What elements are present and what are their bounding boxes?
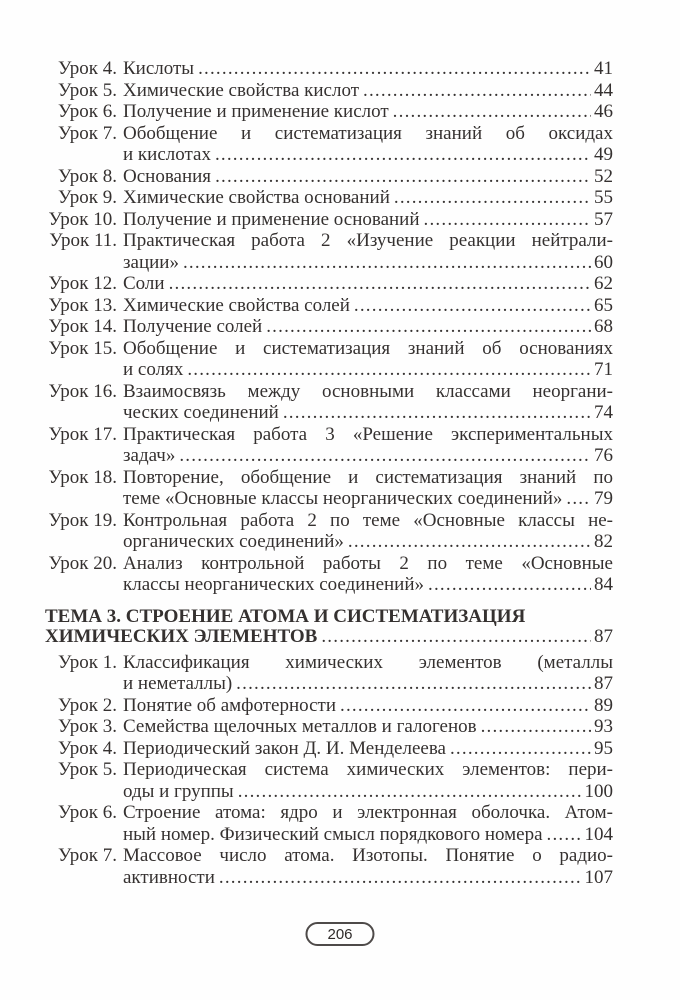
theme-heading — [45, 607, 613, 647]
entry-lastline — [123, 716, 613, 738]
lesson-label: Урок 5. — [57, 79, 117, 101]
entry-line-text: Химические свойства оснований — [123, 187, 390, 208]
page-number-badge — [305, 922, 374, 946]
toc-entry — [45, 123, 613, 166]
entry-line-text: Получение и применение оснований — [123, 208, 420, 230]
lesson-label: Урок 9. — [57, 187, 117, 208]
lesson-label: Урок 7. — [57, 122, 117, 144]
page-ref: 68 — [594, 316, 613, 337]
toc-entry — [45, 510, 613, 553]
dot-leader — [238, 781, 582, 803]
entry-lastline — [123, 316, 613, 338]
page-ref: 57 — [594, 208, 613, 230]
dot-leader — [428, 574, 591, 596]
page-ref: 87 — [594, 625, 613, 647]
toc-entry — [45, 424, 613, 467]
lesson-label: Урок 20. — [48, 552, 117, 574]
toc-entry — [45, 695, 613, 717]
toc-section-1 — [45, 58, 613, 596]
toc-entry — [45, 187, 613, 209]
lesson-label: Урок 8. — [57, 165, 117, 187]
page-ref: 71 — [594, 359, 613, 380]
entry-lastline — [123, 209, 613, 231]
dot-leader — [283, 402, 591, 424]
entry-line: Периодическая система химических элементов: пери- — [123, 759, 613, 780]
page-ref: 89 — [594, 694, 613, 716]
entry-line: Обобщение и систематизация знаний об основаниях — [123, 337, 613, 359]
lesson-label: Урок 16. — [48, 380, 117, 402]
entry-lastline — [123, 295, 613, 317]
dot-leader — [236, 673, 591, 695]
entry-line: Практическая работа 2 «Изучение реакции нейтрали- — [123, 230, 613, 251]
entry-lastline — [123, 252, 613, 274]
entry-lastline — [123, 144, 613, 166]
page-ref: 95 — [594, 737, 613, 759]
page-ref: 44 — [594, 79, 613, 101]
toc-entry — [45, 845, 613, 888]
page-ref: 82 — [594, 531, 613, 552]
entry-line: Практическая работа 3 «Решение экспериментальных — [123, 423, 613, 445]
dot-leader — [481, 716, 591, 738]
toc-entry — [45, 802, 613, 845]
entry-lastline — [123, 187, 613, 209]
entry-line: Контрольная работа 2 по теме «Основные классы не- — [123, 509, 613, 531]
entry-lastline — [123, 824, 613, 846]
toc — [45, 58, 613, 888]
lesson-label: Урок 3. — [57, 716, 117, 737]
page-ref: 41 — [594, 58, 613, 79]
toc-entry — [45, 80, 613, 102]
entry-line-text: и солях — [123, 359, 184, 380]
dot-leader — [566, 488, 591, 510]
entry-line-text: органических соединений» — [123, 531, 344, 552]
page-number: 206 — [327, 925, 353, 943]
dot-leader — [266, 316, 591, 338]
dot-leader — [321, 627, 591, 647]
page-ref: 62 — [594, 273, 613, 294]
entry-line: Взаимосвязь между основными классами неоргани- — [123, 380, 613, 402]
page-ref: 76 — [594, 445, 613, 466]
dot-leader — [363, 80, 591, 102]
page-ref: 55 — [594, 187, 613, 208]
dot-leader — [394, 187, 591, 209]
entry-line-text: Понятие об амфотерности — [123, 694, 336, 716]
toc-entry — [45, 467, 613, 510]
entry-lastline — [123, 80, 613, 102]
dot-leader — [198, 58, 591, 80]
lesson-label: Урок 11. — [49, 230, 117, 251]
dot-leader — [450, 738, 591, 760]
entry-line-text: задач» — [123, 445, 176, 466]
lesson-label: Урок 17. — [48, 423, 117, 445]
dot-leader — [215, 144, 591, 166]
entry-line: Классификация химических элементов (металлы — [123, 651, 613, 673]
entry-line-text: Периодический закон Д. И. Менделеева — [123, 737, 446, 759]
page-ref: 74 — [594, 402, 613, 423]
toc-entry — [45, 716, 613, 738]
entry-line-text: оды и группы — [123, 780, 234, 802]
entry-lastline — [123, 738, 613, 760]
lesson-label: Урок 13. — [48, 294, 117, 316]
lesson-label: Урок 4. — [57, 737, 117, 759]
toc-entry — [45, 58, 613, 80]
toc-entry — [45, 209, 613, 231]
dot-leader — [340, 695, 591, 717]
entry-line-text: Основания — [123, 165, 212, 187]
entry-lastline — [123, 166, 613, 188]
entry-line-text: и кислотах — [123, 144, 211, 165]
toc-entry — [45, 738, 613, 760]
toc-entry — [45, 759, 613, 802]
entry-line-text: Химические свойства солей — [123, 294, 350, 316]
entry-line-text: классы неорганических соединений» — [123, 574, 425, 595]
toc-entry — [45, 166, 613, 188]
dot-leader — [393, 101, 591, 123]
page-ref: 93 — [594, 716, 613, 737]
page-ref: 100 — [584, 780, 613, 802]
entry-line-text: ческих соединений — [123, 402, 279, 423]
toc-entry — [45, 553, 613, 596]
lesson-label: Урок 1. — [57, 651, 117, 673]
entry-line: Строение атома: ядро и электронная оболочка. Атом- — [123, 802, 613, 823]
entry-lastline — [123, 867, 613, 889]
dot-leader — [187, 359, 591, 381]
lesson-label: Урок 14. — [48, 316, 117, 337]
toc-entry — [45, 101, 613, 123]
toc-section-2 — [45, 607, 613, 889]
entry-line-text: Получение солей — [123, 316, 263, 337]
dot-leader — [424, 209, 591, 231]
entry-lastline — [123, 673, 613, 695]
page-ref: 46 — [594, 101, 613, 122]
lesson-label: Урок 4. — [57, 58, 117, 79]
entry-line: Анализ контрольной работы 2 по теме «Основные — [123, 552, 613, 574]
dot-leader — [219, 867, 582, 889]
page-ref: 65 — [594, 294, 613, 316]
toc-entry — [45, 295, 613, 317]
entry-line-text: Химические свойства кислот — [123, 79, 360, 101]
entry-line: Обобщение и систематизация знаний об оксидах — [123, 122, 613, 144]
dot-leader — [169, 273, 591, 295]
lesson-label: Урок 7. — [57, 845, 117, 866]
lesson-label: Урок 5. — [57, 759, 117, 780]
entry-line-text: и неметаллы) — [123, 673, 233, 694]
page-ref: 84 — [594, 574, 613, 595]
lesson-label: Урок 6. — [57, 101, 117, 122]
page-ref: 49 — [594, 144, 613, 165]
entry-lastline — [123, 445, 613, 467]
entry-line-text: активности — [123, 866, 215, 888]
lesson-label: Урок 2. — [57, 694, 117, 716]
entry-lastline — [123, 695, 613, 717]
entry-lastline — [123, 402, 613, 424]
toc-entry — [45, 316, 613, 338]
entry-lastline — [123, 574, 613, 596]
page-ref: 107 — [584, 866, 613, 888]
dot-leader — [348, 531, 591, 553]
lesson-label: Урок 19. — [48, 509, 117, 531]
lesson-label: Урок 18. — [48, 466, 117, 488]
entry-line-text: Соли — [123, 273, 165, 294]
entry-line-text: Кислоты — [123, 58, 195, 79]
lesson-label: Урок 6. — [57, 802, 117, 823]
entry-lastline — [123, 531, 613, 553]
page-ref: 87 — [594, 673, 613, 694]
page-ref: 79 — [594, 488, 613, 509]
entry-lastline — [123, 273, 613, 295]
toc-entry — [45, 338, 613, 381]
page-ref: 60 — [594, 251, 613, 273]
theme-heading-line: ТЕМА 3. СТРОЕНИЕ АТОМА И СИСТЕМАТИЗАЦИЯ — [45, 605, 526, 627]
dot-leader — [354, 295, 591, 317]
entry-line-text: Семейства щелочных металлов и галогенов — [123, 716, 477, 737]
entry-line-text: Получение и применение кислот — [123, 101, 389, 122]
theme-heading-line: ХИМИЧЕСКИХ ЭЛЕМЕНТОВ — [45, 625, 318, 647]
entry-line: Массовое число атома. Изотопы. Понятие о радио- — [123, 845, 613, 866]
entry-lastline — [123, 58, 613, 80]
lesson-label: Урок 15. — [48, 337, 117, 359]
dot-leader — [183, 252, 591, 274]
page-ref: 52 — [594, 165, 613, 187]
theme-heading-lastline — [45, 627, 613, 647]
entry-line: Повторение, обобщение и систематизация знаний по — [123, 466, 613, 488]
entry-line-text: зации» — [123, 251, 179, 273]
toc-entry — [45, 652, 613, 695]
lesson-label: Урок 10. — [48, 208, 117, 230]
entry-line-text: теме «Основные классы неорганических соединений» — [123, 488, 563, 509]
toc-entry — [45, 381, 613, 424]
dot-leader — [179, 445, 591, 467]
entry-lastline — [123, 781, 613, 803]
dot-leader — [215, 166, 591, 188]
lesson-label: Урок 12. — [48, 273, 117, 294]
page-ref: 104 — [584, 823, 613, 845]
toc-entry — [45, 273, 613, 295]
entry-lastline — [123, 101, 613, 123]
entry-lastline — [123, 359, 613, 381]
entry-line-text: ный номер. Физический смысл порядкового номера — [123, 823, 543, 845]
toc-entry — [45, 230, 613, 273]
entry-lastline — [123, 488, 613, 510]
dot-leader — [547, 824, 582, 846]
